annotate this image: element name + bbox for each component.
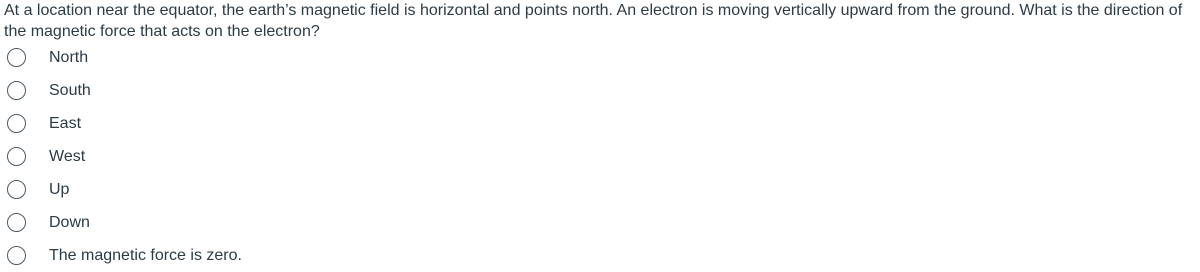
option-zero[interactable] <box>0 239 1200 272</box>
option-label: East <box>49 114 82 132</box>
option-up[interactable] <box>0 173 1200 206</box>
answer-options <box>0 41 1200 272</box>
option-label: North <box>49 48 89 66</box>
radio-button[interactable] <box>7 180 26 199</box>
option-label: West <box>49 147 86 165</box>
radio-button[interactable] <box>7 114 26 133</box>
radio-button[interactable] <box>7 213 26 232</box>
question-text: At a location near the equator, the earth’s magnetic field is horizontal and points north. An electron is moving vertically upward from the ground. What is the direction of the magnetic force that acts on the electron? <box>4 2 1183 40</box>
radio-button[interactable] <box>7 147 26 166</box>
option-east[interactable] <box>0 107 1200 140</box>
option-label: Down <box>49 213 90 231</box>
option-label: South <box>49 81 91 99</box>
radio-button[interactable] <box>7 48 26 67</box>
option-south[interactable] <box>0 74 1200 107</box>
option-label: Up <box>49 180 70 198</box>
option-label: The magnetic force is zero. <box>49 246 242 264</box>
option-north[interactable] <box>0 41 1200 74</box>
radio-button[interactable] <box>7 81 26 100</box>
radio-button[interactable] <box>7 246 26 265</box>
option-west[interactable] <box>0 140 1200 173</box>
option-down[interactable] <box>0 206 1200 239</box>
